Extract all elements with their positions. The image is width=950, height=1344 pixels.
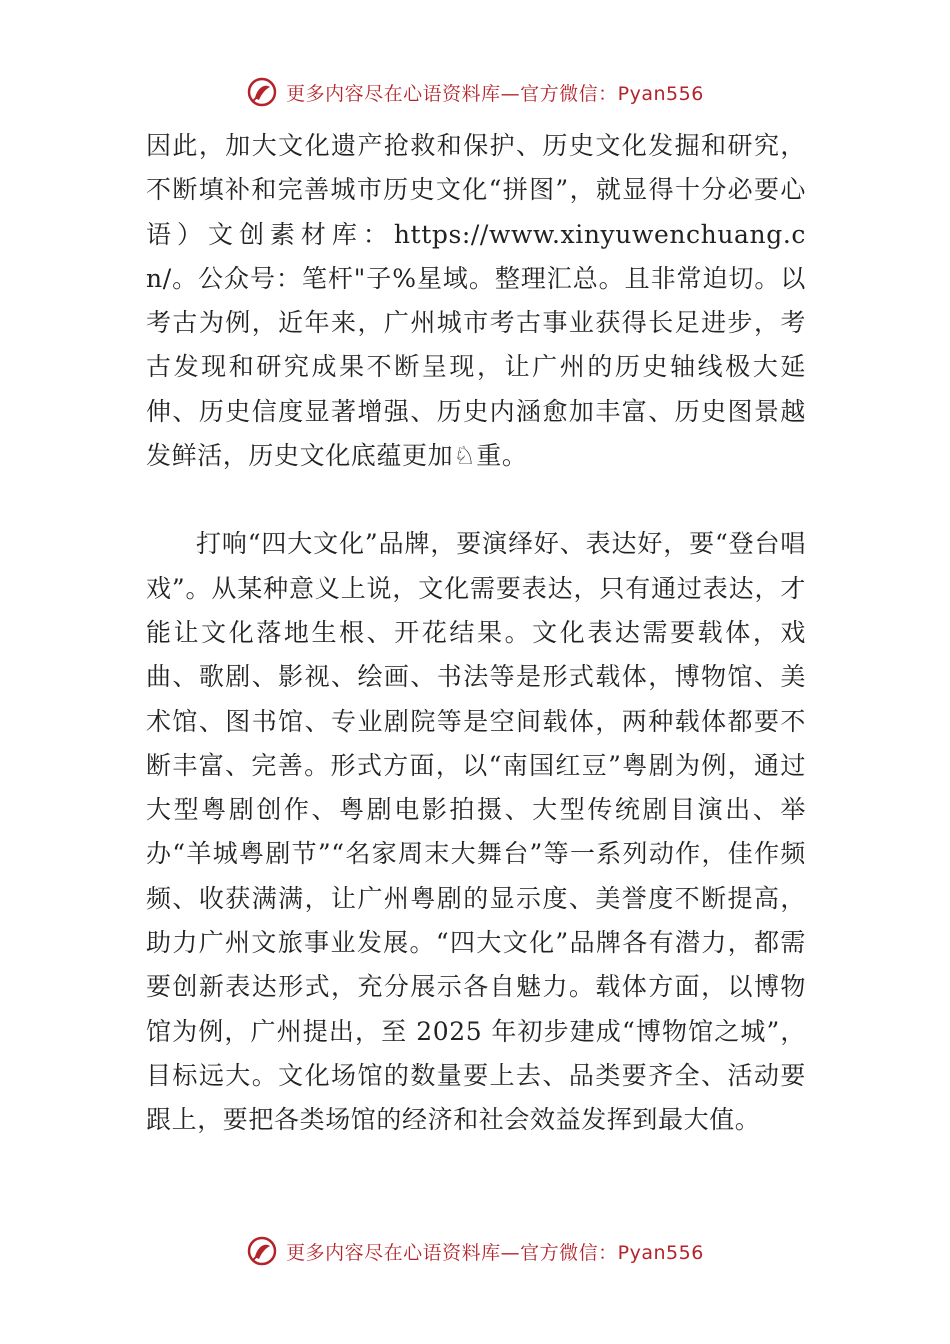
footer-banner — [0, 1229, 950, 1273]
brand-logo-icon — [246, 1235, 278, 1267]
footer-banner-text: 更多内容尽在心语资料库—官方微信：Pyan556 — [286, 1241, 704, 1264]
brand-logo-icon — [246, 76, 278, 108]
paragraph-1: 因此，加大文化遗产抢救和保护、历史文化发掘和研究，不断填补和完善城市历史文化“拼图”，就显得十分必要心语）文创素材库：https://www.xinyuwenchuang.cn/。公众号：笔杆"子%星域。整理汇总。且非常迫切。以考古为例，近年来，广州城市考古事业获得长足进步，考古发现和研究成果不断呈现，让广州的历史轴线极大延伸、历史信度显著增强、历史内涵愈加丰富、历史图景越发鲜活，历史文化底蕴更加♘重。 — [146, 131, 806, 471]
paragraph-2: 打响“四大文化”品牌，要演绎好、表达好，要“登台唱戏”。从某种意义上说，文化需要表达，只有通过表达，才能让文化落地生根、开花结果。文化表达需要载体，戏曲、歌剧、影视、绘画、书法等是形式载体，博物馆、美术馆、图书馆、专业剧院等是空间载体，两种载体都要不断丰富、完善。形式方面，以“南国红豆”粤剧为例，通过大型粤剧创作、粤剧电影拍摄、大型传统剧目演出、举办“羊城粤剧节”“名家周末大舞台”等一系列动作，佳作频频、收获满满，让广州粤剧的显示度、美誉度不断提高，助力广州文旅事业发展。“四大文化”品牌各有潜力，都需要创新表达形式，充分展示各自魅力。载体方面，以博物馆为例，广州提出，至 2025 年初步建成“博物馆之城”，目标远大。文化场馆的数量要上去、品类要齐全、活动要跟上，要把各类场馆的经济和社会效益发挥到最大值。 — [146, 529, 806, 1135]
article-body — [146, 124, 806, 1143]
header-banner-text: 更多内容尽在心语资料库—官方微信：Pyan556 — [286, 82, 704, 105]
header-banner — [0, 70, 950, 114]
